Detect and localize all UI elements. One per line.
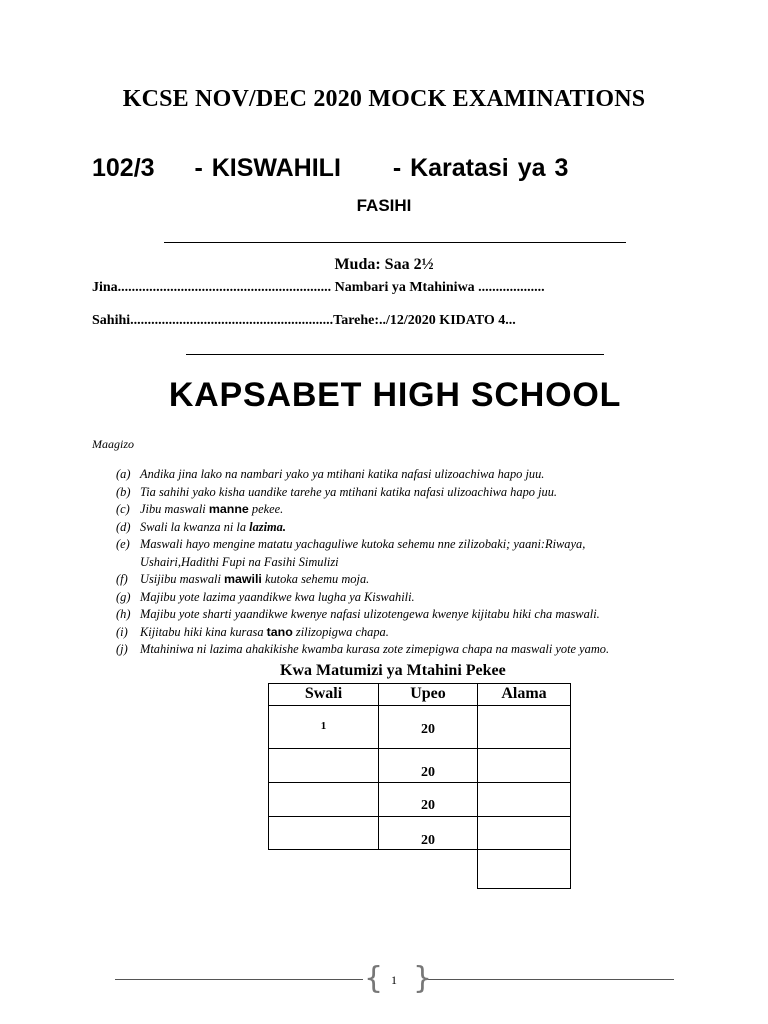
footer-rule-right — [426, 979, 674, 980]
table-cell — [477, 782, 571, 817]
upeo-value: 20 — [421, 833, 435, 848]
table-cell — [268, 782, 379, 817]
section-title: FASIHI — [356, 196, 412, 215]
divider — [186, 354, 604, 355]
signature-date-field: Sahihi..........................................................Tarehe:../12/2020 KIDATO 4... — [92, 313, 516, 328]
instruction-item: (e) Maswali hayo mengine matatu yachaguliwe kutoka sehemu nne zilizobaki; yaani:Riwaya, Ushairi,Hadithi Fupi na Fasihi Simulizi — [116, 537, 586, 569]
emphasis: manne — [208, 502, 249, 516]
upeo-value: 20 — [421, 798, 435, 813]
page-number: 1 — [391, 973, 397, 987]
upeo-value: 20 — [421, 722, 435, 737]
table-caption: Kwa Matumizi ya Mtahini Pekee — [280, 662, 506, 679]
paper-code: 102/3 — [92, 154, 155, 182]
swali-value: 1 — [320, 720, 327, 732]
table-cell — [477, 748, 571, 783]
instructions-heading: Maagizo — [92, 437, 134, 451]
table-cell — [268, 748, 379, 783]
emphasis: tano — [266, 624, 293, 639]
instruction-item: (f) Usijibu maswali mawili kutoka sehemu moja. — [116, 572, 370, 586]
instruction-item: (g) Majibu yote lazima yaandikwe kwa lugha ya Kiswahili. — [116, 589, 415, 604]
table-cell — [477, 705, 571, 749]
duration: Muda: Saa 2½ — [334, 256, 434, 273]
upeo-value: 20 — [421, 765, 435, 780]
instruction-item: (d) Swali la kwanza ni la lazima. — [116, 519, 286, 534]
emphasis: mawili — [224, 572, 262, 586]
emphasis: lazima. — [249, 519, 286, 534]
table-cell — [477, 816, 571, 850]
column-header: Upeo — [410, 685, 446, 702]
left-brace-icon: { — [364, 961, 384, 996]
total-cell — [477, 849, 571, 889]
name-number-field: Jina............................................................. Nambari ya Mtahiniwa ................... — [92, 280, 545, 295]
column-header: Alama — [501, 685, 547, 702]
column-header: Swali — [304, 685, 343, 702]
exam-title: KCSE NOV/DEC 2020 MOCK EXAMINATIONS — [122, 86, 646, 112]
instruction-item: (a) Andika jina lako na nambari yako ya mtihani katika nafasi ulizoachiwa hapo juu. — [116, 467, 545, 481]
paper-number: - Karatasi ya 3 — [392, 154, 569, 182]
instruction-item: (i) Kijitabu hiki kina kurasa tano zilizopigwa chapa. — [116, 624, 389, 639]
table-cell — [268, 816, 379, 850]
instructions-list — [116, 466, 716, 659]
instruction-item: (h) Majibu yote sharti yaandikwe kwenye nafasi ulizotengewa kwenye kijitabu hiki cha maswali. — [116, 607, 600, 621]
right-brace-icon: } — [413, 961, 433, 996]
instruction-item: (j) Mtahiniwa ni lazima ahakikishe kwamba kurasa zote zimepigwa chapa na maswali yote yamo. — [116, 642, 610, 656]
instruction-item: (b) Tia sahihi yako kisha uandike tarehe ya mtihani katika nafasi ulizoachiwa hapo juu. — [116, 484, 557, 499]
paper-heading — [92, 154, 568, 183]
school-name: KAPSABET HIGH SCHOOL — [168, 376, 622, 414]
instruction-item: (c) Jibu maswali manne pekee. — [116, 502, 284, 516]
subject-name: - KISWAHILI — [194, 154, 341, 182]
divider — [164, 242, 626, 243]
footer-rule-left — [115, 979, 363, 980]
